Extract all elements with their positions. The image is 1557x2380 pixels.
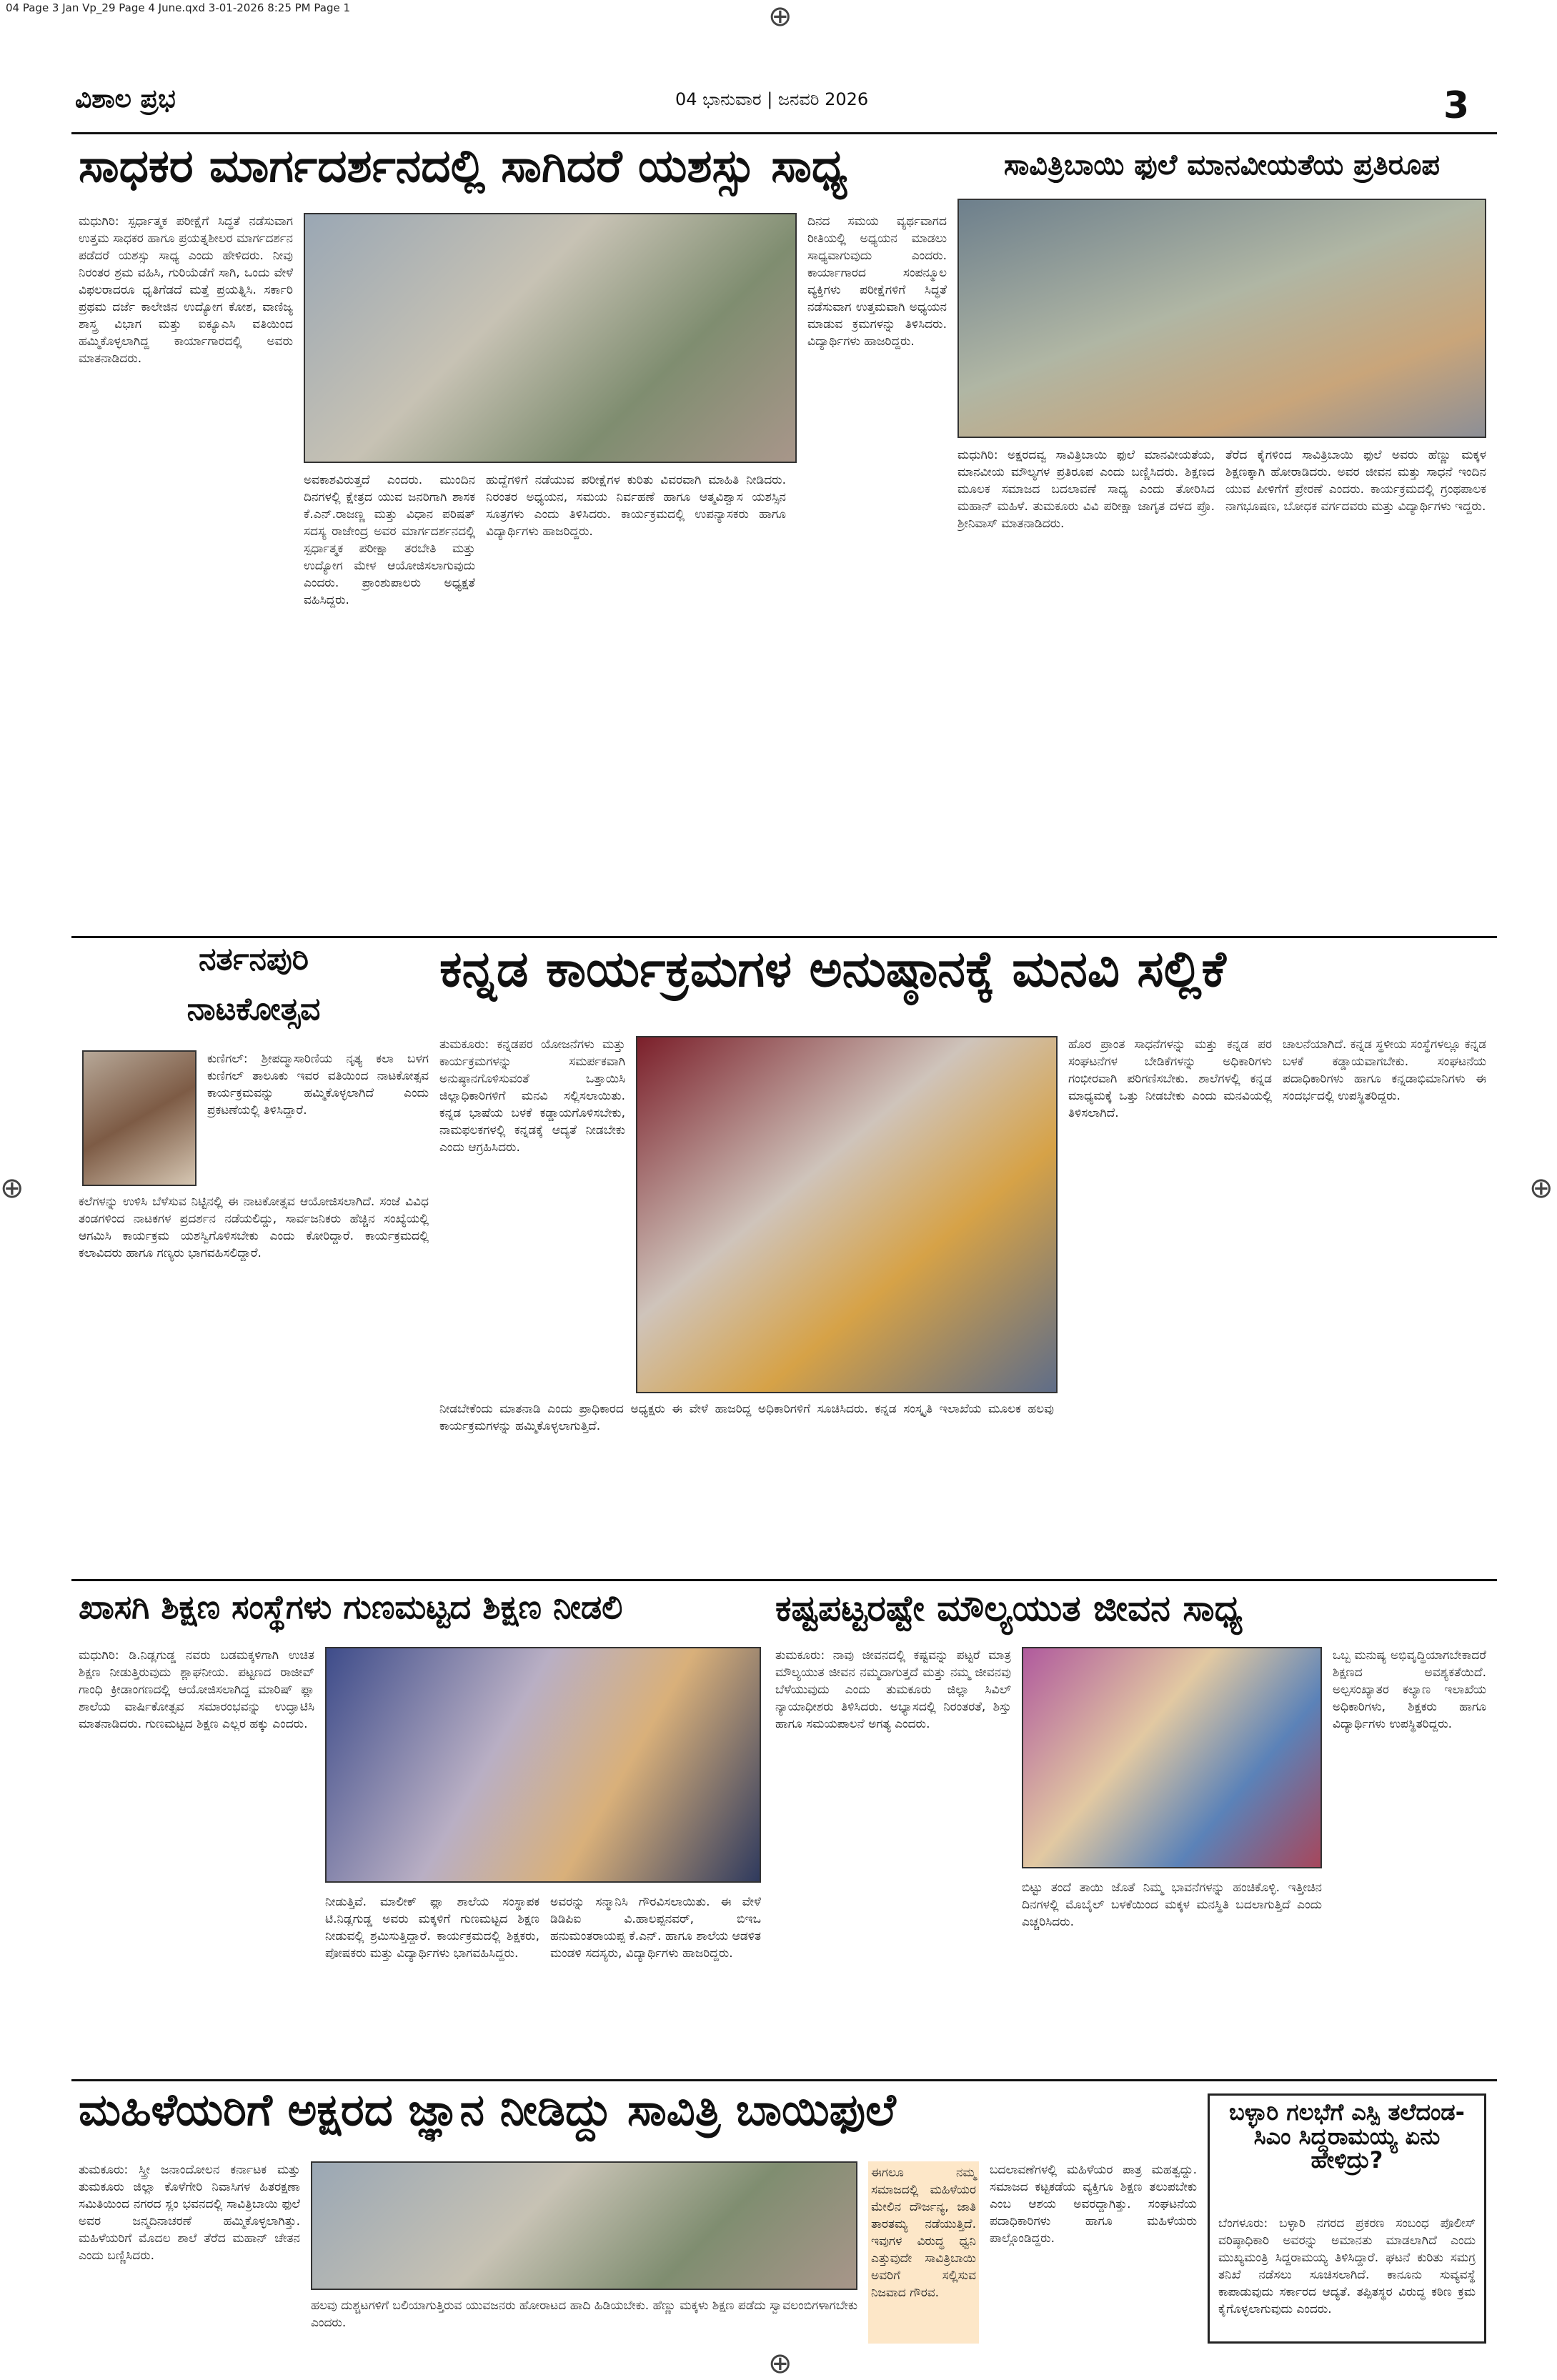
article-text: ತುಮಕೂರು: ನಾವು ಜೀವನದಲ್ಲಿ ಕಷ್ಟವನ್ನು ಪಟ್ಟರೆ ಮಾತ್ರ ಮೌಲ್ಯಯುತ ಜೀವನ ನಮ್ಮದಾಗುತ್ತದೆ ಮತ್ತು ನಮ್ಮ ಜೀವನವು ಬೆಳೆಯುವುದು ಎಂದು ತುಮಕೂರು ಜಿಲ್ಲಾ ಸಿವಿಲ್ ನ್ಯಾಯಾಧೀಶರು ತಿಳಿಸಿದರು. ಅಭ್ಯಾಸದಲ್ಲಿ ನಿರಂತರತೆ, ಶಿಸ್ತು ಹಾಗೂ ಸಮಯಪಾಲನೆ ಅಗತ್ಯ ಎಂದರು. xyxy=(775,1648,1011,1731)
article-text: ಹೊರ ಪ್ರಾಂತ ಸಾಧನೆಗಳನ್ನು ಮತ್ತು ಕನ್ನಡ ಪರ ಸಂಘಟನೆಗಳ ಬೇಡಿಕೆಗಳನ್ನು ಅಧಿಕಾರಿಗಳು ಗಂಭೀರವಾಗಿ ಪರಿಗಣಿಸಬೇಕು. ಶಾಲೆಗಳಲ್ಲಿ ಕನ್ನಡ ಮಾಧ್ಯಮಕ್ಕೆ ಒತ್ತು ನೀಡಬೇಕು ಎಂದು ಮನವಿಯಲ್ಲಿ ತಿಳಿಸಲಾಗಿದೆ. xyxy=(1068,1037,1272,1120)
registration-mark-icon: ⊕ xyxy=(768,0,792,33)
headline: ಬಳ್ಳಾರಿ ಗಲಭೆಗೆ ಎಸ್ಪಿ ತಲೆದಂಡ-ಸಿಎಂ ಸಿದ್ದರಾಮಯ್ಯ ಏನು ಹೇಳಿದ್ರು? xyxy=(1229,2101,1465,2174)
headline: ಕಷ್ಟಪಟ್ಟರಷ್ಟೇ ಮೌಲ್ಯಯುತ ಜೀವನ ಸಾಧ್ಯ xyxy=(775,1590,1243,1629)
portrait-photo xyxy=(82,1050,197,1186)
section-divider xyxy=(71,2079,1497,2081)
group-photo xyxy=(304,213,797,463)
article-text: ಮಧುಗಿರಿ: ಡಿ.ನಿಡ್ಲಗುಡ್ಡ ನವರು ಬಡಮಕ್ಕಳಿಗಾಗಿ ಉಚಿತ ಶಿಕ್ಷಣ ನೀಡುತ್ತಿರುವುದು ಶ್ಲಾಘನೀಯ. ಪಟ್ಟಣದ ರಾಜೀವ್ ಗಾಂಧಿ ಕ್ರೀಡಾಂಗಣದಲ್ಲಿ ಆಯೋಜಿಸಲಾಗಿದ್ದ ಮಾರಿಷ್ ಪ್ಲಾ ಶಾಲೆಯ ವಾರ್ಷಿಕೋತ್ಸವ ಸಮಾರಂಭವನ್ನು ಉದ್ಘಾಟಿಸಿ ಮಾತನಾಡಿದರು. ಗುಣಮಟ್ಟದ ಶಿಕ್ಷಣ ಎಲ್ಲರ ಹಕ್ಕು ಎಂದರು. xyxy=(79,1648,314,1731)
event-photo xyxy=(957,199,1486,438)
highlight-box: ಈಗಲೂ ನಮ್ಮ ಸಮಾಜದಲ್ಲಿ ಮಹಿಳೆಯರ ಮೇಲಿನ ದೌರ್ಜನ್ಯ, ಜಾತಿ ತಾರತಮ್ಯ ನಡೆಯುತ್ತಿದೆ. ಇವುಗಳ ವಿರುದ್ಧ ಧ್ವನಿ ಎತ್ತುವುದೇ ಸಾವಿತ್ರಿಬಾಯಿ ಅವರಿಗೆ ಸಲ್ಲಿಸುವ ನಿಜವಾದ ಗೌರವ. xyxy=(868,2161,979,2344)
article-text: ಒಬ್ಬ ಮನುಷ್ಯ ಅಭಿವೃದ್ಧಿಯಾಗಬೇಕಾದರೆ ಶಿಕ್ಷಣದ ಅವಶ್ಯಕತೆಯಿದೆ. ಅಲ್ಪಸಂಖ್ಯಾತರ ಕಲ್ಯಾಣ ಇಲಾಖೆಯ ಅಧಿಕಾರಿಗಳು, ಶಿಕ್ಷಕರು ಹಾಗೂ ವಿದ್ಯಾರ್ಥಿಗಳು ಉಪಸ್ಥಿತರಿದ್ದರು. xyxy=(1333,1648,1486,1731)
article-text: ತುಮಕೂರು: ಸ್ತ್ರೀ ಜನಾಂದೋಲನ ಕರ್ನಾಟಕ ಮತ್ತು ತುಮಕೂರು ಜಿಲ್ಲಾ ಕೊಳೆಗೇರಿ ನಿವಾಸಿಗಳ ಹಿತರಕ್ಷಣಾ ಸಮಿತಿಯಿಂದ ನಗರದ ಸ್ಲಂ ಭವನದಲ್ಲಿ ಸಾವಿತ್ರಿಬಾಯಿ ಫುಲೆ ಅವರ ಜನ್ಮದಿನಾಚರಣೆ ಹಮ್ಮಿಕೊಳ್ಳಲಾಗಿತ್ತು. ಮಹಿಳೆಯರಿಗೆ ಮೊದಲ ಶಾಲೆ ತೆರೆದ ಮಹಾನ್ ಚೇತನ ಎಂದು ಬಣ್ಣಿಸಿದರು. xyxy=(79,2163,300,2263)
headline: ಕನ್ನಡ ಕಾರ್ಯಕ್ರಮಗಳ ಅನುಷ್ಠಾನಕ್ಕೆ ಮನವಿ ಸಲ್ಲಿಕೆ xyxy=(439,943,1226,998)
article-text: ಬೆಂಗಳೂರು: ಬಳ್ಳಾರಿ ನಗರದ ಪ್ರಕರಣ ಸಂಬಂಧ ಪೊಲೀಸ್ ವರಿಷ್ಠಾಧಿಕಾರಿ ಅವರನ್ನು ಅಮಾನತು ಮಾಡಲಾಗಿದೆ ಎಂದು ಮುಖ್ಯಮಂತ್ರಿ ಸಿದ್ದರಾಮಯ್ಯ ತಿಳಿಸಿದ್ದಾರೆ. ಘಟನೆ ಕುರಿತು ಸಮಗ್ರ ತನಿಖೆ ನಡೆಸಲು ಸೂಚಿಸಲಾಗಿದೆ. ಕಾನೂನು ಸುವ್ಯವಸ್ಥೆ ಕಾಪಾಡುವುದು ಸರ್ಕಾರದ ಆದ್ಯತೆ. ತಪ್ಪಿತಸ್ಥರ ವಿರುದ್ಧ ಕಠಿಣ ಕ್ರಮ ಕೈಗೊಳ್ಳಲಾಗುವುದು ಎಂದರು. xyxy=(1218,2216,1476,2316)
article-text: ಹಲವು ದುಶ್ಚಟಗಳಿಗೆ ಬಲಿಯಾಗುತ್ತಿರುವ ಯುವಜನರು ಹೋರಾಟದ ಹಾದಿ ಹಿಡಿಯಬೇಕು. ಹೆಣ್ಣು ಮಕ್ಕಳು ಶಿಕ್ಷಣ ಪಡೆದು ಸ್ವಾವಲಂಬಿಗಳಾಗಬೇಕು ಎಂದರು. xyxy=(311,2299,857,2330)
headline: ನಾಟಕೋತ್ಸವ xyxy=(186,993,321,1027)
article-text: ಚಾಲನೆಯಾಗಿದೆ. ಕನ್ನಡ ಸ್ಥಳೀಯ ಸಂಸ್ಥೆಗಳಲ್ಲೂ ಕನ್ನಡ ಬಳಕೆ ಕಡ್ಡಾಯವಾಗಬೇಕು. ಸಂಘಟನೆಯ ಪದಾಧಿಕಾರಿಗಳು ಹಾಗೂ ಕನ್ನಡಾಭಿಮಾನಿಗಳು ಈ ಸಂದರ್ಭದಲ್ಲಿ ಉಪಸ್ಥಿತರಿದ್ದರು. xyxy=(1283,1037,1486,1103)
article-text: ಕುಣಿಗಲ್: ಶ್ರೀಪದ್ಮಾಸಾರಿಣಿಯ ನೃತ್ಯ ಕಲಾ ಬಳಗ ಕುಣಿಗಲ್ ತಾಲೂಕು ಇವರ ವತಿಯಿಂದ ನಾಟಕೋತ್ಸವ ಕಾರ್ಯಕ್ರಮವನ್ನು ಹಮ್ಮಿಕೊಳ್ಳಲಾಗಿದೆ ಎಂದು ಪ್ರಕಟಣೆಯಲ್ಲಿ ತಿಳಿಸಿದ್ದಾರೆ. xyxy=(207,1052,429,1117)
headline: ಸಾವಿತ್ರಿಬಾಯಿ ಫುಲೆ ಮಾನವೀಯತೆಯ ಪ್ರತಿರೂಪ xyxy=(1003,150,1441,181)
ceremony-photo xyxy=(325,1647,761,1883)
article-text: ನೀಡುತ್ತಿವೆ. ಮಾಲೀಕ್ ಪ್ಲಾ ಶಾಲೆಯ ಸಂಸ್ಥಾಪಕ ಟಿ.ನಿಡ್ಲಗುಡ್ಡ ಅವರು ಮಕ್ಕಳಿಗೆ ಗುಣಮಟ್ಟದ ಶಿಕ್ಷಣ ನೀಡುವಲ್ಲಿ ಶ್ರಮಿಸುತ್ತಿದ್ದಾರೆ. ಕಾರ್ಯಕ್ರಮದಲ್ಲಿ ಶಿಕ್ಷಕರು, ಪೋಷಕರು ಮತ್ತು ವಿದ್ಯಾರ್ಥಿಗಳು ಭಾಗವಹಿಸಿದ್ದರು. xyxy=(325,1895,539,1961)
article-text: ಮಧುಗಿರಿ: ಸ್ಪರ್ಧಾತ್ಮಕ ಪರೀಕ್ಷೆಗೆ ಸಿದ್ಧತೆ ನಡೆಸುವಾಗ ಉತ್ತಮ ಸಾಧಕರ ಹಾಗೂ ಪ್ರಯತ್ನಶೀಲರ ಮಾರ್ಗದರ್ಶನ ಪಡೆದರೆ ಯಶಸ್ಸು ಸಾಧ್ಯ ಎಂದು ಹೇಳಿದರು. ನೀವು ನಿರಂತರ ಶ್ರಮ ವಹಿಸಿ, ಗುರಿಯೆಡೆಗೆ ಸಾಗಿ, ಒಂದು ವೇಳೆ ವಿಫಲರಾದರೂ ಧೃತಿಗೆಡದೆ ಮತ್ತೆ ಪ್ರಯತ್ನಿಸಿ. ಸರ್ಕಾರಿ ಪ್ರಥಮ ದರ್ಜೆ ಕಾಲೇಜಿನ ಉದ್ಯೋಗ ಕೋಶ, ವಾಣಿಜ್ಯ ಶಾಸ್ತ್ರ ವಿಭಾಗ ಮತ್ತು ಐಕ್ಯೂಎಸಿ ವತಿಯಿಂದ ಹಮ್ಮಿಕೊಳ್ಳಲಾಗಿದ್ದ ಕಾರ್ಯಾಗಾರದಲ್ಲಿ ಅವರು ಮಾತನಾಡಿದರು. xyxy=(79,214,293,366)
article-text: ಅವಕಾಶವಿರುತ್ತದೆ ಎಂದರು. ಮುಂದಿನ ದಿನಗಳಲ್ಲಿ ಕ್ಷೇತ್ರದ ಯುವ ಜನರಿಗಾಗಿ ಶಾಸಕ ಕೆ.ಎನ್.ರಾಜಣ್ಣ ಮತ್ತು ವಿಧಾನ ಪರಿಷತ್ ಸದಸ್ಯ ರಾಜೇಂದ್ರ ಅವರ ಮಾರ್ಗದರ್ಶನದಲ್ಲಿ ಸ್ಪರ್ಧಾತ್ಮಕ ಪರೀಕ್ಷಾ ತರಬೇತಿ ಮತ್ತು ಉದ್ಯೋಗ ಮೇಳ ಆಯೋಜಿಸಲಾಗುವುದು ಎಂದರು. ಪ್ರಾಂಶುಪಾಲರು ಅಧ್ಯಕ್ಷತೆ ವಹಿಸಿದ್ದರು. xyxy=(304,473,475,607)
memorandum-photo xyxy=(636,1036,1058,1393)
article-text: ಬದಲಾವಣೆಗಳಲ್ಲಿ ಮಹಿಳೆಯರ ಪಾತ್ರ ಮಹತ್ವದ್ದು. ಸಮಾಜದ ಕಟ್ಟಕಡೆಯ ವ್ಯಕ್ತಿಗೂ ಶಿಕ್ಷಣ ತಲುಪಬೇಕು ಎಂಬ ಆಶಯ ಅವರದ್ದಾಗಿತ್ತು. ಸಂಘಟನೆಯ ಪದಾಧಿಕಾರಿಗಳು ಹಾಗೂ ಮಹಿಳೆಯರು ಪಾಲ್ಗೊಂಡಿದ್ದರು. xyxy=(990,2163,1197,2246)
article-text: ನೀಡಬೇಕೆಂದು ಮಾತನಾಡಿ ಎಂದು ಪ್ರಾಧಿಕಾರದ ಅಧ್ಯಕ್ಷರು ಈ ವೇಳೆ ಹಾಜರಿದ್ದ ಅಧಿಕಾರಿಗಳಿಗೆ ಸೂಚಿಸಿದರು. ಕನ್ನಡ ಸಂಸ್ಕೃತಿ ಇಲಾಖೆಯ ಮೂಲಕ ಹಲವು ಕಾರ್ಯಕ್ರಮಗಳನ್ನು ಹಮ್ಮಿಕೊಳ್ಳಲಾಗುತ್ತಿದೆ. xyxy=(439,1402,1054,1433)
masthead-rule xyxy=(71,132,1497,134)
jayanti-photo xyxy=(311,2161,857,2290)
registration-mark-icon: ⊕ xyxy=(0,1172,24,1205)
article-text: ತೆರೆದ ಕೈಗಳಿಂದ ಸಾವಿತ್ರಿಬಾಯಿ ಫುಲೆ ಅವರು ಹೆಣ್ಣು ಮಕ್ಕಳ ಶಿಕ್ಷಣಕ್ಕಾಗಿ ಹೋರಾಡಿದರು. ಅವರ ಜೀವನ ಮತ್ತು ಸಾಧನೆ ಇಂದಿನ ಯುವ ಪೀಳಿಗೆಗೆ ಪ್ರೇರಣೆ ಎಂದರು. ಕಾರ್ಯಕ್ರಮದಲ್ಲಿ ಗ್ರಂಥಪಾಲಕ ನಾಗಭೂಷಣ, ಬೋಧಕ ವರ್ಗದವರು ಮತ್ತು ವಿದ್ಯಾರ್ಥಿಗಳು ಇದ್ದರು. xyxy=(1225,448,1486,514)
registration-mark-icon: ⊕ xyxy=(1529,1172,1553,1205)
article-text: ಕಲೆಗಳನ್ನು ಉಳಿಸಿ ಬೆಳೆಸುವ ನಿಟ್ಟಿನಲ್ಲಿ ಈ ನಾಟಕೋತ್ಸವ ಆಯೋಜಿಸಲಾಗಿದೆ. ಸಂಜೆ ವಿವಿಧ ತಂಡಗಳಿಂದ ನಾಟಕಗಳ ಪ್ರದರ್ಶನ ನಡೆಯಲಿದ್ದು, ಸಾರ್ವಜನಿಕರು ಹೆಚ್ಚಿನ ಸಂಖ್ಯೆಯಲ್ಲಿ ಆಗಮಿಸಿ ಕಾರ್ಯಕ್ರಮ ಯಶಸ್ವಿಗೊಳಿಸಬೇಕು ಎಂದು ಕೋರಿದ್ದಾರೆ. ಕಾರ್ಯಕ್ರಮದಲ್ಲಿ ಕಲಾವಿದರು ಹಾಗೂ ಗಣ್ಯರು ಭಾಗವಹಿಸಲಿದ್ದಾರೆ. xyxy=(79,1195,429,1260)
headline: ನರ್ತನಪುರಿ xyxy=(198,943,309,977)
page-number: 3 xyxy=(1443,84,1470,127)
article-text: ದಿನದ ಸಮಯ ವ್ಯರ್ಥವಾಗದ ರೀತಿಯಲ್ಲಿ ಅಧ್ಯಯನ ಮಾಡಲು ಸಾಧ್ಯವಾಗುವುದು ಎಂದರು. ಕಾರ್ಯಾಗಾರದ ಸಂಪನ್ಮೂಲ ವ್ಯಕ್ತಿಗಳು ಪರೀಕ್ಷೆಗಳಿಗೆ ಸಿದ್ಧತೆ ನಡೆಸುವಾಗ ಉತ್ತಮವಾಗಿ ಅಧ್ಯಯನ ಮಾಡುವ ಕ್ರಮಗಳನ್ನು ತಿಳಿಸಿದರು. ವಿದ್ಯಾರ್ಥಿಗಳು ಹಾಜರಿದ್ದರು. xyxy=(807,214,947,349)
masthead-name: ವಿಶಾಲ ಪ್ರಭ xyxy=(75,84,176,114)
article-text: ಮಧುಗಿರಿ: ಅಕ್ಷರದವ್ವ ಸಾವಿತ್ರಿಬಾಯಿ ಫುಲೆ ಮಾನವೀಯತೆಯ, ಮಾನವೀಯ ಮೌಲ್ಯಗಳ ಪ್ರತಿರೂಪ ಎಂದು ಬಣ್ಣಿಸಿದರು. ಶಿಕ್ಷಣದ ಮೂಲಕ ಸಮಾಜದ ಬದಲಾವಣೆ ಸಾಧ್ಯ ಎಂದು ತೋರಿಸಿದ ಮಹಾನ್ ಮಹಿಳೆ. ತುಮಕೂರು ವಿವಿ ಪರೀಕ್ಷಾ ಜಾಗೃತ ದಳದ ಪ್ರೊ. ಶ್ರೀನಿವಾಸ್ ಮಾತನಾಡಿದರು. xyxy=(957,448,1215,531)
article-text: ತುಮಕೂರು: ಕನ್ನಡಪರ ಯೋಜನೆಗಳು ಮತ್ತು ಕಾರ್ಯಕ್ರಮಗಳನ್ನು ಸಮರ್ಪಕವಾಗಿ ಅನುಷ್ಠಾನಗೊಳಿಸುವಂತೆ ಒತ್ತಾಯಿಸಿ ಜಿಲ್ಲಾಧಿಕಾರಿಗಳಿಗೆ ಮನವಿ ಸಲ್ಲಿಸಲಾಯಿತು. ಕನ್ನಡ ಭಾಷೆಯ ಬಳಕೆ ಕಡ್ಡಾಯಗೊಳಿಸಬೇಕು, ನಾಮಫಲಕಗಳಲ್ಲಿ ಕನ್ನಡಕ್ಕೆ ಆದ್ಯತೆ ನೀಡಬೇಕು ಎಂದು ಆಗ್ರಹಿಸಿದರು. xyxy=(439,1037,625,1155)
article-text: ಅವರನ್ನು ಸನ್ಮಾನಿಸಿ ಗೌರವಿಸಲಾಯಿತು. ಈ ವೇಳೆ ಡಿಡಿಪಿಐ ವಿ.ಹಾಲಪ್ಪನವರ್, ಬಿಇಒ ಹನುಮಂತರಾಯಪ್ಪ ಕೆ.ಎನ್. ಹಾಗೂ ಶಾಲೆಯ ಆಡಳಿತ ಮಂಡಳಿ ಸದಸ್ಯರು, ವಿದ್ಯಾರ್ಥಿಗಳು ಹಾಜರಿದ್ದರು. xyxy=(550,1895,761,1961)
section-divider xyxy=(71,1579,1497,1581)
article-text: ಬಿಟ್ಟು ತಂದೆ ತಾಯಿ ಜೊತೆ ನಿಮ್ಮ ಭಾವನೆಗಳನ್ನು ಹಂಚಿಕೊಳ್ಳಿ. ಇತ್ತೀಚಿನ ದಿನಗಳಲ್ಲಿ ಮೊಬೈಲ್ ಬಳಕೆಯಿಂದ ಮಕ್ಕಳ ಮನಸ್ಥಿತಿ ಬದಲಾಗುತ್ತಿದೆ ಎಂದು ಎಚ್ಚರಿಸಿದರು. xyxy=(1022,1881,1322,1929)
article-text: ಹುದ್ದೆಗಳಿಗೆ ನಡೆಯುವ ಪರೀಕ್ಷೆಗಳ ಕುರಿತು ವಿವರವಾಗಿ ಮಾಹಿತಿ ನೀಡಿದರು. ನಿರಂತರ ಅಧ್ಯಯನ, ಸಮಯ ನಿರ್ವಹಣೆ ಹಾಗೂ ಆತ್ಮವಿಶ್ವಾಸ ಯಶಸ್ಸಿನ ಸೂತ್ರಗಳು ಎಂದು ತಿಳಿಸಿದರು. ಕಾರ್ಯಕ್ರಮದಲ್ಲಿ ಉಪನ್ಯಾಸಕರು ಹಾಗೂ ವಿದ್ಯಾರ್ಥಿಗಳು ಹಾಜರಿದ್ದರು. xyxy=(486,473,786,539)
print-slug: 04 Page 3 Jan Vp_29 Page 4 June.qxd 3-01-2026 8:25 PM Page 1 xyxy=(6,1,351,14)
headline: ಸಾಧಕರ ಮಾರ್ಗದರ್ಶನದಲ್ಲಿ ಸಾಗಿದರೆ ಯಶಸ್ಸು ಸಾಧ್ಯ xyxy=(79,143,848,193)
lamp-lighting-photo xyxy=(1022,1647,1322,1868)
registration-mark-icon: ⊕ xyxy=(768,2347,792,2380)
headline: ಮಹಿಳೆಯರಿಗೆ ಅಕ್ಷರದ ಜ್ಞಾನ ನೀಡಿದ್ದು ಸಾವಿತ್ರಿ ಬಾಯಿಫುಲೆ xyxy=(79,2086,896,2136)
section-divider xyxy=(71,936,1497,938)
dateline: 04 ಭಾನುವಾರ | ಜನವರಿ 2026 xyxy=(675,89,869,109)
headline: ಖಾಸಗಿ ಶಿಕ್ಷಣ ಸಂಸ್ಥೆಗಳು ಗುಣಮಟ್ಟದ ಶಿಕ್ಷಣ ನೀಡಲಿ xyxy=(79,1590,623,1626)
